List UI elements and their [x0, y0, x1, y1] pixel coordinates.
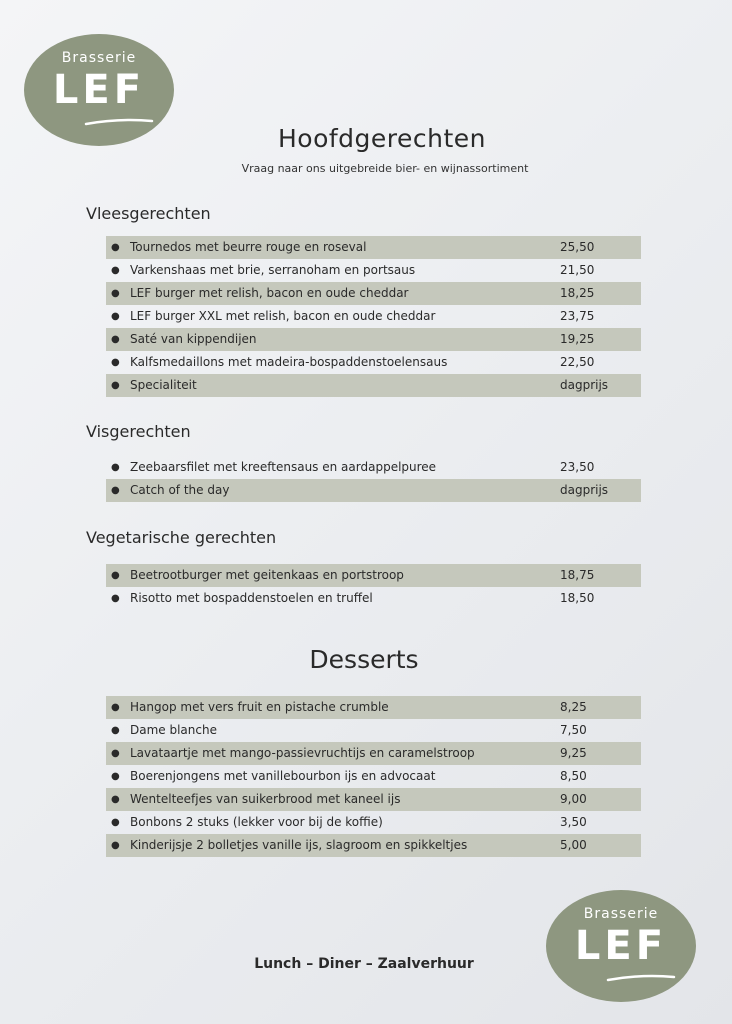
item-name: Kinderijsje 2 bolletjes vanille ijs, slagroom en spikkeltjes	[130, 838, 468, 852]
logo-brand-big: LEF	[574, 923, 668, 969]
item-price: 23,50	[560, 460, 595, 474]
menu-item	[106, 236, 641, 259]
item-price: 19,25	[560, 332, 595, 346]
item-price: 8,25	[560, 700, 587, 714]
menu-item	[106, 259, 641, 282]
footer-tagline: Lunch – Diner – Zaalverhuur	[254, 956, 474, 972]
logo-swoosh-icon	[606, 974, 676, 982]
menu-item	[106, 564, 641, 587]
page-subtitle: Vraag naar ons uitgebreide bier- en wijnassortiment	[241, 162, 529, 175]
desserts-title: Desserts	[309, 645, 419, 674]
item-price: 25,50	[560, 240, 595, 254]
item-name: Dame blanche	[130, 723, 217, 737]
menu-item	[106, 305, 641, 328]
logo-brand-small: Brasserie	[61, 50, 137, 66]
item-name: Boerenjongens met vanillebourbon ijs en advocaat	[130, 769, 436, 783]
item-name: Tournedos met beurre rouge en roseval	[130, 240, 367, 254]
bullet-icon: ●	[111, 570, 120, 581]
menu-item	[106, 479, 641, 502]
menu-item	[106, 788, 641, 811]
item-name: Kalfsmedaillons met madeira-bospaddenstoelensaus	[130, 355, 448, 369]
bullet-icon: ●	[111, 311, 120, 322]
item-price: 18,75	[560, 568, 595, 582]
menu-item	[106, 456, 641, 479]
item-name: Saté van kippendijen	[130, 332, 257, 346]
bullet-icon: ●	[111, 462, 120, 473]
bullet-icon: ●	[111, 380, 120, 391]
item-name: Beetrootburger met geitenkaas en portstroop	[130, 568, 404, 582]
menu-item	[106, 742, 641, 765]
item-price: 7,50	[560, 723, 587, 737]
item-name: Hangop met vers fruit en pistache crumble	[130, 700, 389, 714]
menu-item	[106, 282, 641, 305]
item-name: Catch of the day	[130, 483, 230, 497]
bullet-icon: ●	[111, 840, 120, 851]
section-heading-vega: Vegetarische gerechten	[86, 528, 277, 547]
vis-list	[106, 456, 641, 502]
menu-item	[106, 696, 641, 719]
item-price: 23,75	[560, 309, 595, 323]
item-name: Risotto met bospaddenstoelen en truffel	[130, 591, 373, 605]
bullet-icon: ●	[111, 357, 120, 368]
logo-brand-big: LEF	[52, 67, 146, 113]
bullet-icon: ●	[111, 771, 120, 782]
bullet-icon: ●	[111, 794, 120, 805]
item-price: dagprijs	[560, 378, 609, 392]
vega-list	[106, 564, 641, 610]
item-name: Bonbons 2 stuks (lekker voor bij de koffie)	[130, 815, 383, 829]
item-price: 18,25	[560, 286, 595, 300]
item-name: Wentelteefjes van suikerbrood met kaneel ijs	[130, 792, 401, 806]
item-name: LEF burger XXL met relish, bacon en oude cheddar	[130, 309, 436, 323]
bullet-icon: ●	[111, 817, 120, 828]
menu-item	[106, 374, 641, 397]
page-title: Hoofdgerechten	[277, 124, 487, 153]
logo-brand-small: Brasserie	[583, 906, 659, 922]
section-heading-vis: Visgerechten	[86, 422, 191, 441]
bullet-icon: ●	[111, 702, 120, 713]
vlees-list	[106, 236, 641, 397]
item-price: 8,50	[560, 769, 587, 783]
bullet-icon: ●	[111, 265, 120, 276]
menu-item	[106, 834, 641, 857]
desserts-list	[106, 696, 641, 857]
menu-item	[106, 811, 641, 834]
item-name: LEF burger met relish, bacon en oude cheddar	[130, 286, 409, 300]
bullet-icon: ●	[111, 242, 120, 253]
item-name: Zeebaarsfilet met kreeftensaus en aardappelpuree	[130, 460, 437, 474]
item-price: 5,00	[560, 838, 587, 852]
item-price: dagprijs	[560, 483, 609, 497]
item-price: 9,25	[560, 746, 587, 760]
bullet-icon: ●	[111, 485, 120, 496]
bullet-icon: ●	[111, 725, 120, 736]
item-price: 21,50	[560, 263, 595, 277]
menu-item	[106, 587, 641, 610]
item-price: 18,50	[560, 591, 595, 605]
menu-item	[106, 765, 641, 788]
bullet-icon: ●	[111, 334, 120, 345]
bullet-icon: ●	[111, 748, 120, 759]
item-name: Varkenshaas met brie, serranoham en portsaus	[130, 263, 416, 277]
bullet-icon: ●	[111, 593, 120, 604]
item-price: 3,50	[560, 815, 587, 829]
item-name: Lavataartje met mango-passievruchtijs en caramelstroop	[130, 746, 475, 760]
menu-item	[106, 351, 641, 374]
bullet-icon: ●	[111, 288, 120, 299]
menu-item	[106, 328, 641, 351]
section-heading-vlees: Vleesgerechten	[86, 204, 211, 223]
menu-item	[106, 719, 641, 742]
item-price: 22,50	[560, 355, 595, 369]
item-price: 9,00	[560, 792, 587, 806]
brasserie-lef-logo-bottom	[546, 890, 696, 1002]
item-name: Specialiteit	[130, 378, 197, 392]
